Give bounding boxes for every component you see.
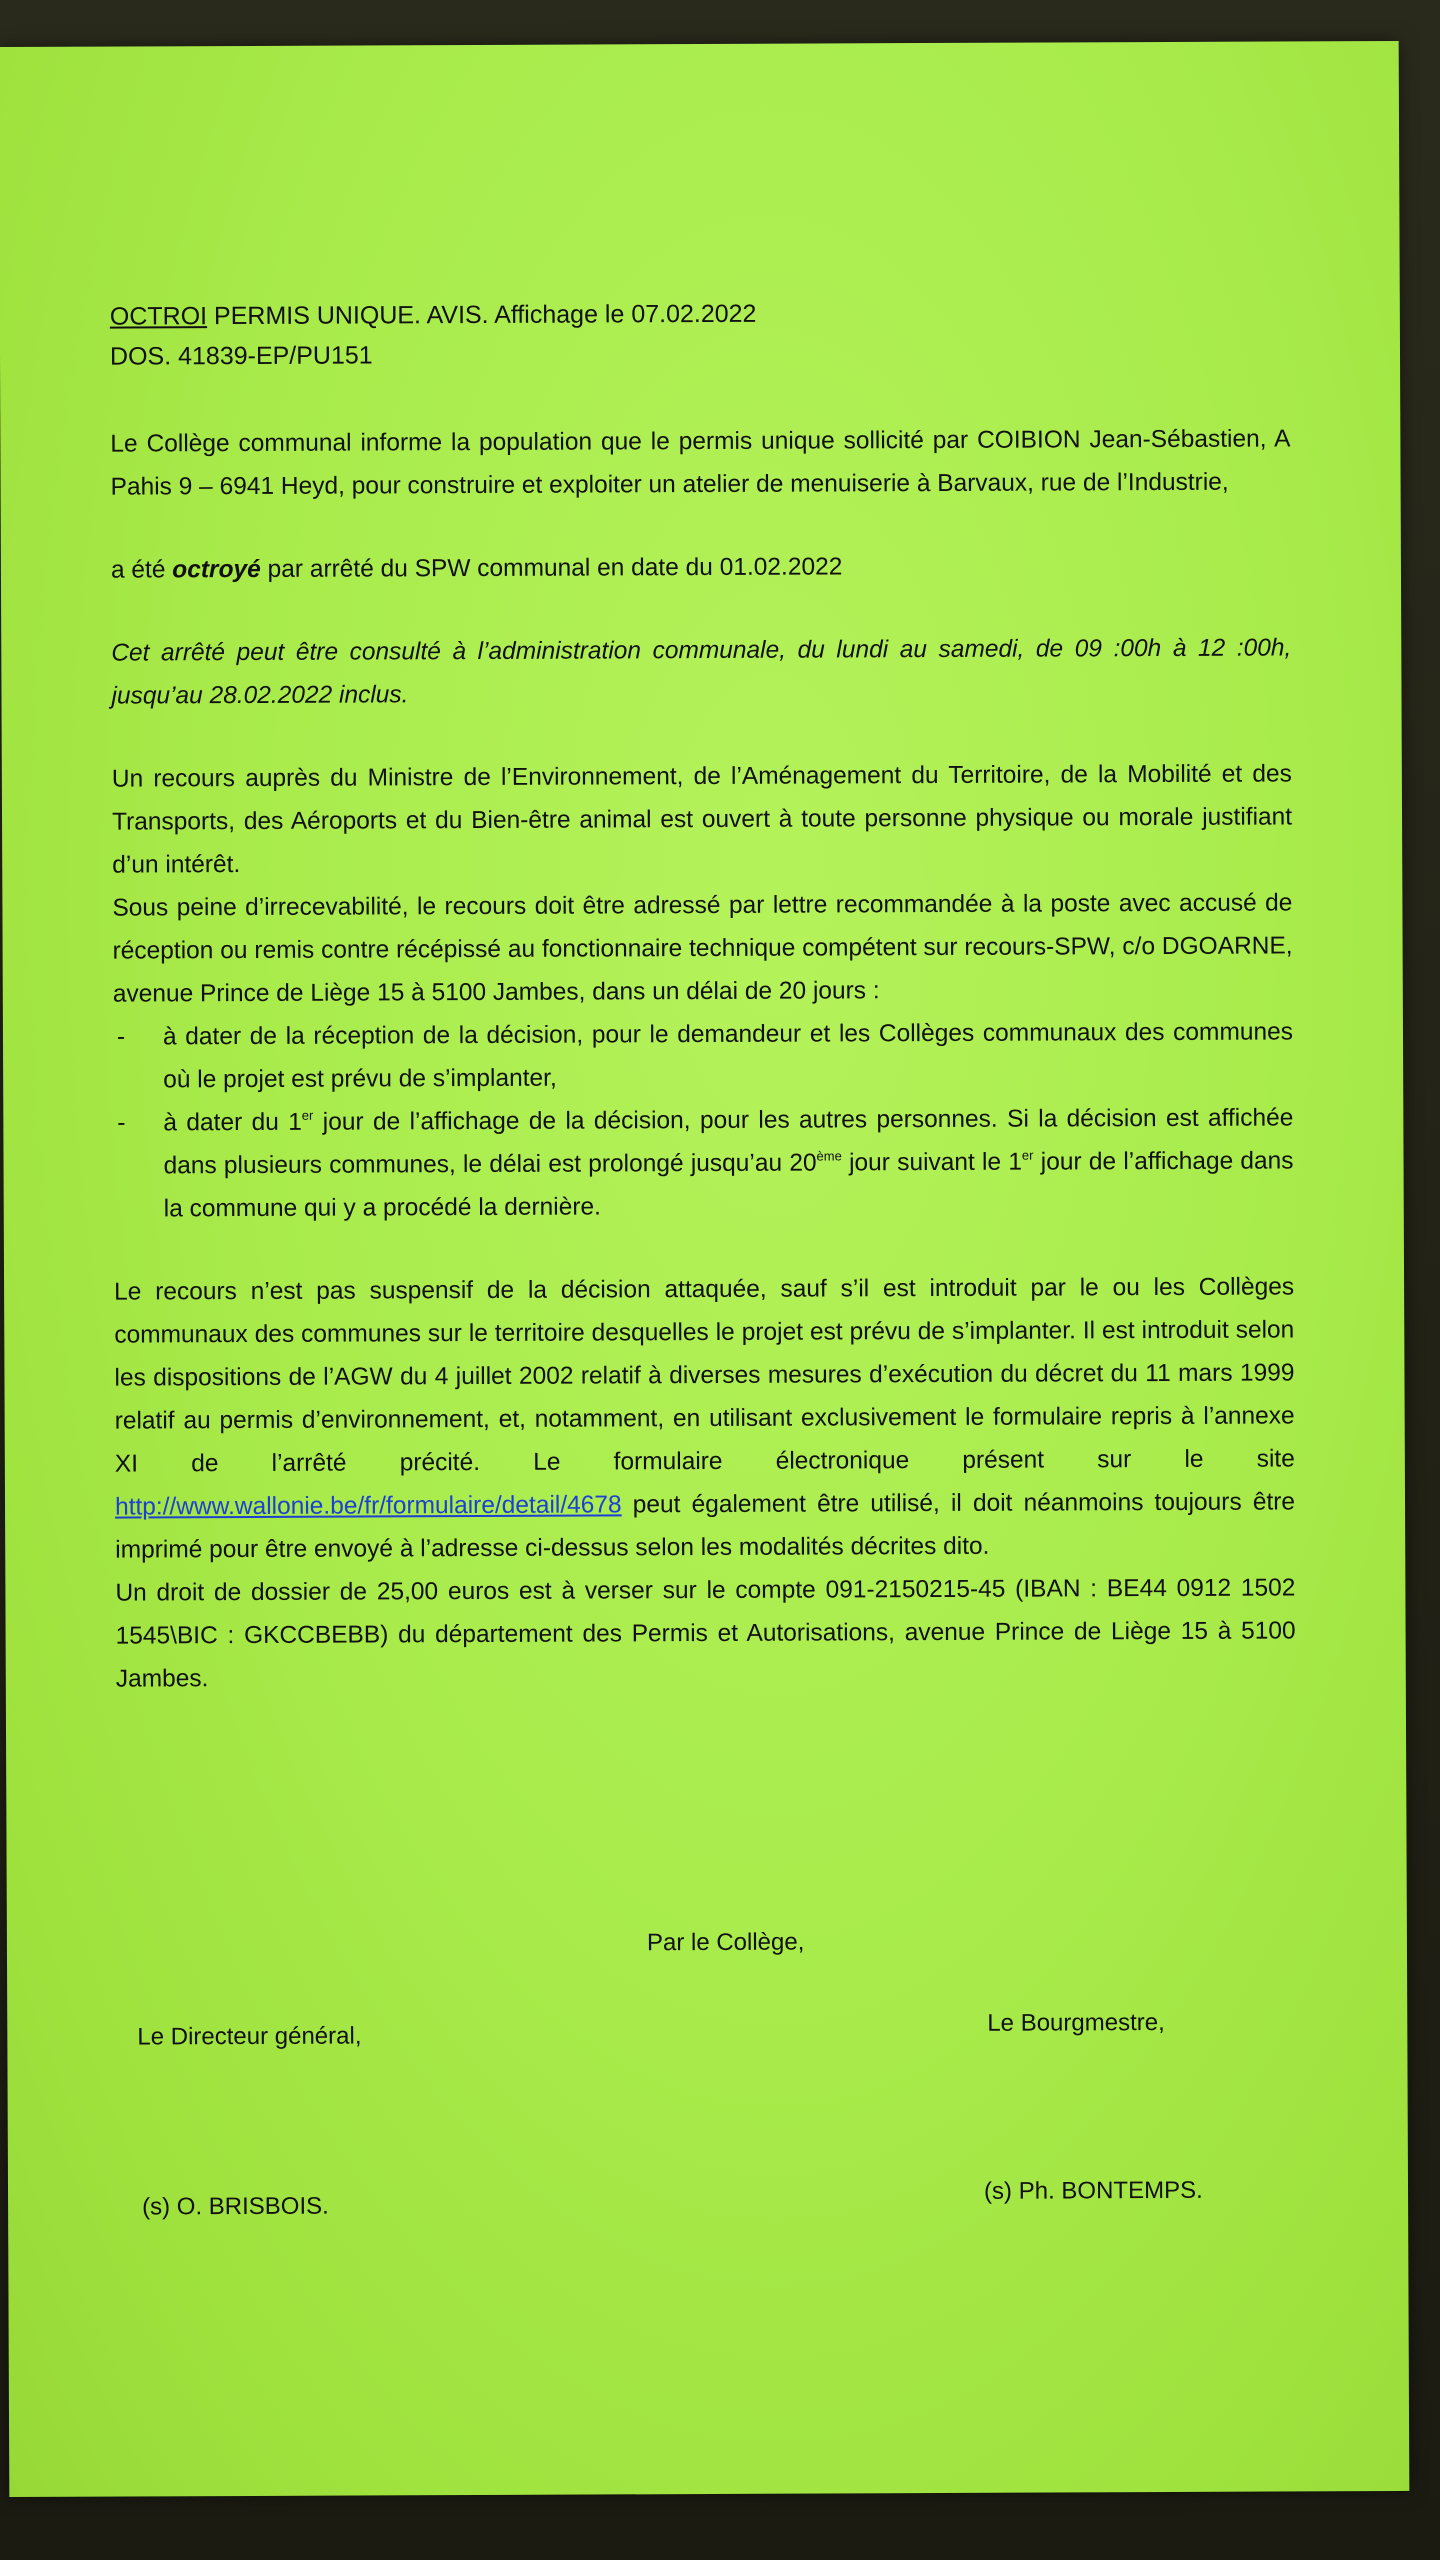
notice-title <box>110 291 1290 336</box>
granted-paragraph <box>111 543 1291 591</box>
granted-emphasis: octroyé <box>172 555 261 584</box>
list-item-text-b: jour de l’affichage de la décision, pour les autres personnes. Si la décision est affichée dans plusieurs communes, le délai est prolongé jusqu’au 20 <box>163 1104 1294 1180</box>
list-item-text-c: jour suivant le 1 <box>841 1148 1023 1177</box>
superscript: ème <box>816 1148 842 1164</box>
granted-suffix: par arrêté du SPW communal en date du 01.02.2022 <box>260 553 843 583</box>
list-item <box>113 1096 1294 1230</box>
granted-prefix: a été <box>110 556 173 584</box>
appeal-deadline-list <box>113 1010 1294 1230</box>
intro-paragraph: Le Collège communal informe la population que le permis unique sollicité par COIBION Jean-Sébastien, A Pahis 9 – 6941 Heyd, pour construire et exploiter un atelier de menuiserie à Barvaux, rue de l’Industrie, <box>110 425 1291 501</box>
by-college-label: Par le Collège, <box>646 1928 805 1957</box>
title-rest: PERMIS UNIQUE. AVIS. Affichage le 07.02.2022 <box>206 299 757 331</box>
fee-paragraph: Un droit de dossier de 25,00 euros est à verser sur le compte 091-2150215-45 (IBAN : BE44 0912 1502 1545\BIC : GKCCBEBB) du département des Permis et Autorisations, avenue Prince de Liège 15 à 5100 Jambes. <box>115 1574 1296 1693</box>
notice-header <box>110 291 1290 376</box>
dash-bullet: - <box>116 1023 126 1051</box>
director-title: Le Directeur général, <box>137 2022 362 2051</box>
mayor-name: (s) Ph. BONTEMPS. <box>983 2176 1203 2205</box>
notice-sheet <box>0 41 1409 2497</box>
suspensive-text-before-link: Le recours n’est pas suspensif de la décision attaquée, sauf s’il est introduit par le ou les Collèges communaux des communes sur le territoire desquelles le projet est prévu de s’implanter. Il est introduit selon les dispositions de l’AGW du 4 juillet 2002 relatif à diverses mesures d’exécution du décret du 11 mars 1999 relatif au permis d’environnement, et, notamment, en utilisant exclusivement le formulaire repris à l’annexe XI de l’arrêté précité. Le formulaire électronique présent sur le site <box>114 1273 1295 1478</box>
list-item-text-d: jour de l’affichage dans la commune qui y a procédé la dernière. <box>163 1147 1294 1223</box>
mayor-title: Le Bourgmestre, <box>987 2008 1165 2037</box>
superscript: er <box>1021 1147 1034 1163</box>
notice-body <box>110 291 1296 1700</box>
director-name: (s) O. BRISBOIS. <box>142 2192 329 2221</box>
dossier-number: DOS. 41839-EP/PU151 <box>109 341 373 371</box>
suspensive-text-after-link: peut également être utilisé, il doit néanmoins toujours être imprimé pour être envoyé à l’adresse ci-dessus selon les modalités décrites dito. <box>115 1488 1296 1564</box>
list-item-text-a: à dater du 1 <box>163 1108 302 1137</box>
list-item <box>113 1010 1293 1101</box>
signature-block <box>117 1926 1298 2261</box>
dash-bullet: - <box>117 1109 126 1137</box>
suspensive-paragraph <box>114 1265 1295 1571</box>
list-item-text: à dater de la réception de la décision, pour le demandeur et les Collèges communaux des communes où le projet est prévu de s’implanter, <box>162 1018 1294 1094</box>
appeal-paragraph-2: Sous peine d’irrecevabilité, le recours doit être adressé par lettre recommandée à la poste avec accusé de réception ou remis contre récépissé au fonctionnaire technique compétent sur recours-SPW, c/o DGOARNE, avenue Prince de Liège 15 à 5100 Jambes, dans un délai de 20 jours : <box>112 889 1293 1008</box>
form-link[interactable]: http://www.wallonie.be/fr/formulaire/detail/4678 <box>114 1491 622 1521</box>
consultation-paragraph: Cet arrêté peut être consulté à l’administration communale, du lundi au samedi, de 09 :00h à 12 :00h, jusqu’au 28.02.2022 inclus. <box>111 634 1292 710</box>
title-underlined-word: OCTROI <box>109 302 208 331</box>
superscript: er <box>301 1107 314 1123</box>
appeal-paragraph-1: Un recours auprès du Ministre de l’Environnement, de l’Aménagement du Territoire, de la Mobilité et des Transports, des Aéroports et du Bien-être animal est ouvert à toute personne physique ou morale justifiant d’un intérêt. <box>111 760 1293 879</box>
